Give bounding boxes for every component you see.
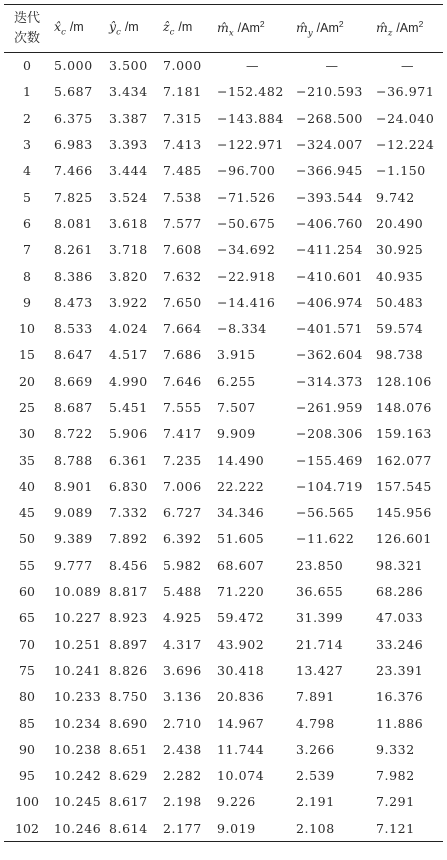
cell-iteration: 20 <box>19 373 35 389</box>
cell-zc: 7.485 <box>163 163 202 179</box>
cell-my: −411.254 <box>296 242 363 258</box>
cell-zc: 2.282 <box>163 768 202 784</box>
cell-mz: 16.376 <box>376 689 424 705</box>
cell-zc: 7.664 <box>163 321 202 337</box>
cell-xc: 8.722 <box>54 426 93 442</box>
cell-yc: 3.524 <box>109 189 148 205</box>
cell-iteration: 65 <box>19 610 35 626</box>
table-row <box>4 368 443 394</box>
cell-mx: −152.482 <box>217 84 284 100</box>
cell-zc: 7.577 <box>163 215 202 231</box>
table-row <box>4 684 443 710</box>
cell-iteration: 55 <box>19 557 35 573</box>
cell-zc: 7.646 <box>163 373 202 389</box>
cell-mx: 9.226 <box>217 794 256 810</box>
cell-yc: 7.332 <box>109 505 148 521</box>
cell-mz: 9.332 <box>376 741 415 757</box>
cell-my: 31.399 <box>296 610 344 626</box>
header-my-unit <box>316 18 344 35</box>
cell-zc: 7.413 <box>163 137 202 153</box>
cell-iteration: 2 <box>23 110 31 126</box>
cell-zc: 4.317 <box>163 636 202 652</box>
cell-mx: 3.915 <box>217 347 256 363</box>
cell-xc: 10.234 <box>54 715 102 731</box>
cell-my: 2.108 <box>292 815 372 841</box>
cell-zc: 7.235 <box>163 452 202 468</box>
table-row <box>4 131 443 157</box>
cell-mx: 59.472 <box>217 610 265 626</box>
cell-mz: 7.982 <box>376 768 415 784</box>
header-mz-subscript: z <box>387 28 393 39</box>
header-xc-letter: x̂ <box>54 19 62 35</box>
table-row <box>4 394 443 420</box>
cell-xc: 5.687 <box>54 84 93 100</box>
cell-mz: 23.391 <box>376 662 424 678</box>
cell-my: −401.571 <box>296 321 363 337</box>
header-iteration-line1: 迭代 <box>13 10 40 26</box>
cell-yc: 3.820 <box>109 268 148 284</box>
table-row <box>4 710 443 736</box>
cell-mz: 33.246 <box>376 636 424 652</box>
header-yc-letter: ŷ <box>109 19 117 35</box>
cell-yc: 8.690 <box>109 715 148 731</box>
table-row <box>4 315 443 341</box>
cell-yc: 5.906 <box>109 426 148 442</box>
cell-zc: 7.650 <box>163 294 202 310</box>
cell-xc: 8.669 <box>54 373 93 389</box>
cell-iteration: 35 <box>19 452 35 468</box>
cell-mx: 20.836 <box>217 689 265 705</box>
cell-mz: 68.286 <box>376 584 424 600</box>
cell-iteration: 70 <box>19 636 35 652</box>
cell-iteration: 10 <box>19 321 35 337</box>
header-mx-unit <box>237 18 265 35</box>
cell-mz: 9.742 <box>376 189 415 205</box>
header-mx-symbol <box>217 19 234 39</box>
cell-my: −56.565 <box>296 505 355 521</box>
table-row <box>4 526 443 552</box>
cell-my: −406.974 <box>296 294 363 310</box>
cell-xc: 7.825 <box>54 189 93 205</box>
cell-iteration: 100 <box>15 794 39 810</box>
cell-yc: 3.500 <box>109 58 148 74</box>
cell-mx: −8.334 <box>217 321 267 337</box>
cell-my: 7.891 <box>296 689 335 705</box>
cell-zc: 7.632 <box>163 268 202 284</box>
cell-zc: 7.006 <box>163 478 202 494</box>
cell-my: 3.266 <box>296 741 335 757</box>
cell-iteration: 5 <box>23 189 31 205</box>
cell-zc: 2.198 <box>163 794 202 810</box>
cell-my: — <box>325 58 339 74</box>
header-mx-letter: m̂ <box>217 19 229 35</box>
cell-zc: 3.136 <box>163 689 202 705</box>
table-row <box>4 289 443 315</box>
table-row <box>4 815 443 841</box>
table-row <box>4 184 443 210</box>
cell-mz: 162.077 <box>376 452 432 468</box>
cell-yc: 8.456 <box>109 557 148 573</box>
cell-yc: 3.387 <box>109 110 148 126</box>
cell-mz: 145.956 <box>376 505 432 521</box>
cell-mx: 14.967 <box>217 715 265 731</box>
table-row <box>4 263 443 289</box>
cell-zc: 7.315 <box>163 110 202 126</box>
cell-xc: 10.251 <box>54 636 102 652</box>
cell-zc: 7.538 <box>163 189 202 205</box>
cell-yc: 7.892 <box>109 531 148 547</box>
cell-mx: 11.744 <box>217 741 265 757</box>
cell-mz: 40.935 <box>376 268 424 284</box>
header-my-symbol <box>296 19 313 39</box>
cell-iteration: 102 <box>4 815 50 841</box>
cell-my: −362.604 <box>296 347 363 363</box>
cell-xc: 8.901 <box>54 478 93 494</box>
cell-iteration: 6 <box>23 215 31 231</box>
cell-yc: 8.629 <box>109 768 148 784</box>
cell-yc: 4.024 <box>109 321 148 337</box>
cell-mx: 6.255 <box>217 373 256 389</box>
header-mz-unit-power: 2 <box>418 18 424 29</box>
cell-mx: 7.507 <box>217 400 256 415</box>
header-my-letter: m̂ <box>296 19 308 35</box>
header-xc-subscript: c <box>61 27 66 38</box>
header-mz <box>372 5 443 53</box>
cell-my: −393.544 <box>296 189 363 205</box>
header-xc-symbol <box>54 19 66 38</box>
cell-yc: 3.393 <box>109 137 148 153</box>
table-row <box>4 421 443 447</box>
header-zc-letter: ẑ <box>163 19 170 35</box>
table-row <box>4 500 443 526</box>
cell-iteration: 50 <box>19 531 35 547</box>
cell-my: −104.719 <box>296 478 363 494</box>
cell-mz: 157.545 <box>376 478 432 494</box>
cell-zc: 7.000 <box>163 58 202 74</box>
cell-iteration: 80 <box>19 689 35 705</box>
cell-xc: 7.466 <box>54 163 93 179</box>
cell-mx: 22.222 <box>217 478 265 494</box>
cell-mx: 9.909 <box>217 426 256 442</box>
cell-xc: 10.246 <box>50 815 105 841</box>
table-row <box>4 53 443 79</box>
cell-xc: 8.081 <box>54 215 93 231</box>
cell-mz: 30.925 <box>376 242 424 258</box>
cell-xc: 10.233 <box>54 689 102 705</box>
cell-mx: −71.526 <box>217 189 276 205</box>
cell-xc: 8.473 <box>54 294 93 310</box>
cell-iteration: 4 <box>23 163 31 179</box>
header-iteration-line2: 次数 <box>13 30 40 46</box>
cell-mx: 10.074 <box>217 768 265 784</box>
header-mx-unit-power: 2 <box>259 18 265 29</box>
cell-my: −268.500 <box>296 110 363 126</box>
cell-xc: 6.983 <box>54 137 93 153</box>
header-xc <box>50 5 105 53</box>
cell-xc: 9.777 <box>54 557 93 573</box>
cell-my: −324.007 <box>296 137 363 153</box>
header-zc-subscript: c <box>169 27 175 38</box>
cell-mx: −14.416 <box>217 294 276 310</box>
cell-zc: 3.696 <box>163 662 202 678</box>
cell-my: −261.959 <box>296 400 363 415</box>
cell-zc: 6.392 <box>163 531 202 547</box>
cell-mz: 126.601 <box>376 531 432 547</box>
header-yc-symbol <box>109 19 121 38</box>
cell-mx: 71.220 <box>217 584 265 600</box>
cell-mx: −122.971 <box>217 137 284 153</box>
cell-zc: 2.438 <box>163 741 202 757</box>
cell-yc: 8.651 <box>109 741 148 757</box>
cell-yc: 8.617 <box>109 794 148 810</box>
cell-mz: 11.886 <box>376 715 424 731</box>
cell-my: 4.798 <box>296 715 335 731</box>
cell-yc: 3.718 <box>109 242 148 258</box>
cell-zc: 5.982 <box>163 557 202 573</box>
header-mz-unit <box>396 18 424 35</box>
cell-mz: 7.291 <box>376 794 415 810</box>
cell-xc: 8.261 <box>54 242 93 258</box>
cell-iteration: 7 <box>23 242 31 258</box>
cell-mz: 98.738 <box>376 347 424 363</box>
header-mz-symbol <box>376 19 393 39</box>
cell-xc: 5.000 <box>54 58 93 74</box>
table-row <box>4 105 443 131</box>
cell-zc: 6.727 <box>163 505 202 521</box>
table-row <box>4 473 443 499</box>
cell-yc: 4.517 <box>109 347 148 363</box>
header-zc-symbol <box>163 19 175 38</box>
header-my-subscript: y <box>307 28 313 39</box>
cell-iteration: 15 <box>19 347 35 363</box>
cell-zc: 7.608 <box>163 242 202 258</box>
cell-xc: 10.089 <box>54 584 102 600</box>
cell-my: 23.850 <box>296 557 344 573</box>
cell-mz: −1.150 <box>376 163 426 179</box>
cell-mx: 30.418 <box>217 662 265 678</box>
header-row <box>4 5 443 53</box>
cell-yc: 6.830 <box>109 478 148 494</box>
cell-mz: 50.483 <box>376 294 424 310</box>
cell-iteration: 3 <box>23 137 31 153</box>
cell-xc: 8.687 <box>54 400 93 415</box>
cell-yc: 8.614 <box>105 815 159 841</box>
cell-my: 36.655 <box>296 584 344 600</box>
cell-mz: — <box>400 58 415 74</box>
table-row <box>4 552 443 578</box>
cell-yc: 8.897 <box>109 636 148 652</box>
table-row <box>4 79 443 105</box>
header-my-unit-text: /Am <box>316 20 339 35</box>
cell-mz: 159.163 <box>376 426 432 442</box>
cell-my: 21.714 <box>296 636 344 652</box>
header-mz-unit-text: /Am <box>396 20 419 35</box>
cell-iteration: 60 <box>19 584 35 600</box>
cell-yc: 3.922 <box>109 294 148 310</box>
cell-zc: 7.555 <box>163 400 202 415</box>
cell-iteration: 45 <box>19 505 35 521</box>
header-zc <box>159 5 213 53</box>
header-mx-subscript: x <box>228 28 234 39</box>
cell-mx: −96.700 <box>217 163 276 179</box>
cell-yc: 4.990 <box>109 373 148 389</box>
cell-xc: 8.386 <box>54 268 93 284</box>
header-my <box>292 5 372 53</box>
cell-mx: 43.902 <box>217 636 265 652</box>
cell-iteration: 75 <box>19 662 35 678</box>
iteration-results-table-container <box>4 4 443 842</box>
cell-my: −406.760 <box>296 215 363 231</box>
header-yc-subscript: c <box>116 27 121 38</box>
cell-my: 13.427 <box>296 662 344 678</box>
cell-mx: 9.019 <box>213 815 292 841</box>
cell-mz: 47.033 <box>376 610 424 626</box>
cell-mx: −22.918 <box>217 268 276 284</box>
cell-my: −208.306 <box>296 426 363 442</box>
cell-yc: 6.361 <box>109 452 148 468</box>
table-row <box>4 736 443 762</box>
cell-zc: 5.488 <box>163 584 202 600</box>
cell-xc: 8.788 <box>54 452 93 468</box>
cell-mx: 51.605 <box>217 531 265 547</box>
cell-xc: 9.389 <box>54 531 93 547</box>
cell-mx: −34.692 <box>217 242 276 258</box>
cell-xc: 10.245 <box>54 794 102 810</box>
header-yc-unit: /m <box>124 20 139 35</box>
cell-mx: — <box>245 58 260 74</box>
cell-zc: 7.181 <box>163 84 202 100</box>
table-row <box>4 763 443 789</box>
cell-mx: 14.490 <box>217 452 265 468</box>
cell-my: −366.945 <box>296 163 363 179</box>
cell-yc: 3.618 <box>109 215 148 231</box>
cell-yc: 8.750 <box>109 689 148 705</box>
cell-zc: 4.925 <box>163 610 202 626</box>
cell-xc: 10.227 <box>54 610 102 626</box>
cell-iteration: 90 <box>19 741 35 757</box>
cell-mz: −24.040 <box>376 110 435 126</box>
cell-mx: −50.675 <box>217 215 276 231</box>
cell-zc: 7.417 <box>163 426 202 442</box>
cell-xc: 8.647 <box>54 347 93 363</box>
header-mz-letter: m̂ <box>376 19 388 35</box>
cell-yc: 8.923 <box>109 610 148 626</box>
header-yc <box>105 5 159 53</box>
table-row <box>4 210 443 236</box>
cell-mx: −143.884 <box>217 110 284 126</box>
iteration-results-table <box>4 4 443 842</box>
cell-zc: 2.177 <box>159 815 213 841</box>
cell-iteration: 30 <box>19 426 35 442</box>
header-mx <box>213 5 292 53</box>
cell-xc: 6.375 <box>54 110 93 126</box>
cell-zc: 2.710 <box>163 715 202 731</box>
cell-mz: 59.574 <box>376 321 424 337</box>
header-mx-unit-text: /Am <box>237 20 260 35</box>
cell-mz: 20.490 <box>376 215 424 231</box>
table-row <box>4 631 443 657</box>
table-row <box>4 605 443 631</box>
cell-my: 2.191 <box>296 794 335 810</box>
table-row <box>4 237 443 263</box>
cell-xc: 8.533 <box>54 321 93 337</box>
cell-mx: 34.346 <box>217 505 265 521</box>
table-body <box>4 53 443 842</box>
cell-iteration: 9 <box>23 294 31 310</box>
header-zc-unit: /m <box>178 20 193 35</box>
cell-iteration: 85 <box>19 715 35 731</box>
cell-my: −314.373 <box>296 373 363 389</box>
table-row <box>4 158 443 184</box>
cell-my: −210.593 <box>296 84 363 100</box>
table-row <box>4 342 443 368</box>
cell-mz: −36.971 <box>376 84 435 100</box>
cell-iteration: 0 <box>23 58 31 74</box>
cell-mz: 7.121 <box>372 815 443 841</box>
cell-zc: 7.686 <box>163 347 202 363</box>
header-xc-unit: /m <box>69 20 84 35</box>
cell-yc: 3.434 <box>109 84 148 100</box>
cell-mz: 98.321 <box>376 557 424 573</box>
cell-mz: −12.224 <box>376 137 435 153</box>
cell-my: −410.601 <box>296 268 363 284</box>
table-row <box>4 447 443 473</box>
cell-xc: 10.241 <box>54 662 102 678</box>
header-iteration-count <box>4 5 50 53</box>
cell-mz: 128.106 <box>376 373 432 389</box>
cell-yc: 8.817 <box>109 584 148 600</box>
cell-iteration: 40 <box>19 478 35 494</box>
header-my-unit-power: 2 <box>338 18 344 29</box>
cell-xc: 9.089 <box>54 505 93 521</box>
cell-my: −155.469 <box>296 452 363 468</box>
cell-my: 2.539 <box>296 768 335 784</box>
cell-my: −11.622 <box>296 531 355 547</box>
cell-xc: 10.242 <box>54 768 102 784</box>
cell-yc: 5.451 <box>109 400 148 415</box>
table-row <box>4 657 443 683</box>
table-row <box>4 789 443 815</box>
cell-iteration: 25 <box>19 400 35 415</box>
cell-yc: 3.444 <box>109 163 148 179</box>
table-header <box>4 5 443 53</box>
cell-xc: 10.238 <box>54 741 102 757</box>
cell-iteration: 95 <box>19 768 35 784</box>
cell-iteration: 1 <box>23 84 31 100</box>
cell-yc: 8.826 <box>109 662 148 678</box>
cell-mx: 68.607 <box>217 557 265 573</box>
cell-mz: 148.076 <box>376 400 432 415</box>
cell-iteration: 8 <box>23 268 31 284</box>
table-row <box>4 578 443 604</box>
